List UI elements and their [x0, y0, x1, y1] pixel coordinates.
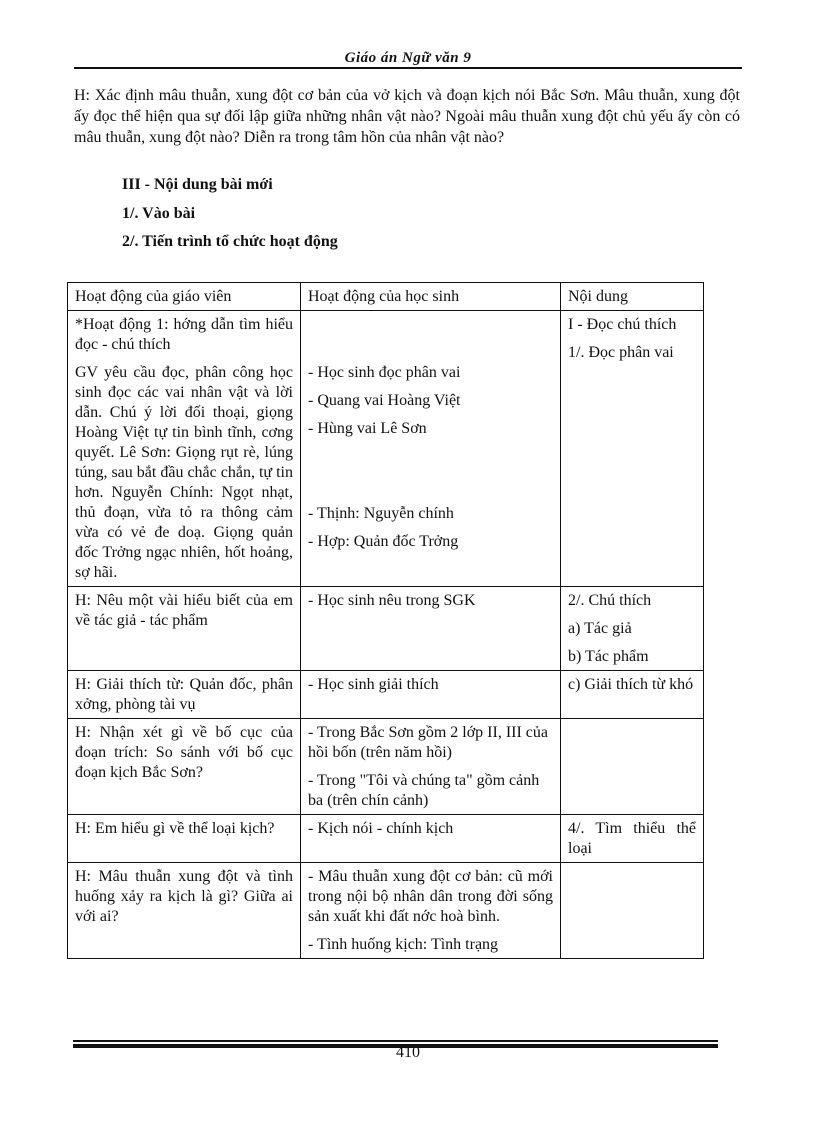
- student-line: - Quang vai Hoàng Việt: [308, 392, 461, 409]
- student-cell: - Học sinh giải thích: [301, 671, 561, 719]
- teacher-cell: H: Giải thích từ: Quản đốc, phân xởng, phòng tài vụ: [68, 671, 301, 719]
- student-cell: - Học sinh nêu trong SGK: [301, 587, 561, 671]
- subheading-intro: 1/. Vào bài: [122, 205, 196, 222]
- content-cell: 4/. Tìm thiểu thể loại: [561, 815, 704, 863]
- student-line: - Trong "Tôi và chúng ta" gồm cảnh ba (trên chín cảnh): [308, 772, 540, 809]
- activity-table: [67, 282, 704, 959]
- table-row: [68, 815, 704, 863]
- student-cell: [301, 311, 561, 587]
- student-cell: [301, 719, 561, 815]
- student-line: - Tình huống kịch: Tình trạng: [308, 936, 499, 953]
- student-line: - Hợp: Quản đốc Trởng: [308, 533, 459, 550]
- content-cell: [561, 719, 704, 815]
- student-cell: [301, 863, 561, 959]
- teacher-cell: [68, 311, 301, 587]
- table-row: [68, 671, 704, 719]
- table-row: [68, 719, 704, 815]
- student-line: - Hùng vai Lê Sơn: [308, 420, 427, 437]
- teacher-cell: H: Nhận xét gì về bố cục của đoạn trích: So sánh với bố cục đoạn kịch Bắc Sơn?: [68, 719, 301, 815]
- student-line: - Học sinh đọc phân vai: [308, 364, 461, 381]
- teacher-cell: H: Nêu một vài hiểu biết của em về tác giả - tác phẩm: [68, 587, 301, 671]
- page-header-title: Giáo án Ngữ văn 9: [344, 50, 472, 66]
- teacher-cell: H: Em hiểu gì về thể loại kịch?: [68, 815, 301, 863]
- col-header-student: Hoạt động của học sinh: [301, 283, 561, 311]
- subheading-process: 2/. Tiến trình tổ chức hoạt động: [122, 233, 338, 250]
- header-rule: [74, 67, 742, 69]
- content-cell: c) Giải thích từ khó: [561, 671, 704, 719]
- teacher-cell: H: Mâu thuẫn xung đột và tình huống xảy ra kịch là gì? Giữa ai với ai?: [68, 863, 301, 959]
- intro-question: H: Xác định mâu thuẫn, xung đột cơ bản của vở kịch và đoạn kịch nói Bắc Sơn. Mâu thuẫn, xung đột ấy đọc thể hiện qua sự đối lập giữa những nhân vật nào? Ngoài mâu thuẫn xung đột chủ yếu ấy còn có mâu thuẫn, xung đột nào? Diễn ra trong tâm hồn của nhân vật nào?: [74, 87, 740, 146]
- activity-1-title: *Hoạt động 1: hớng dẫn tìm hiểu đọc - chú thích: [75, 316, 293, 353]
- content-cell: [561, 863, 704, 959]
- student-line: - Mâu thuẫn xung đột cơ bản: cũ mới trong nội bộ nhân dân trong đời sống sản xuất khi đất nớc hoà bình.: [308, 868, 553, 925]
- page-number: 410: [396, 1044, 420, 1061]
- content-cell: [561, 311, 704, 587]
- content-item: 2/. Chú thích: [568, 592, 652, 609]
- table-header-row: [68, 283, 704, 311]
- table-row: [68, 863, 704, 959]
- table-row: [68, 587, 704, 671]
- student-line: - Thịnh: Nguyễn chính: [308, 505, 454, 522]
- content-item: a) Tác giả: [568, 620, 632, 637]
- student-line: - Trong Bắc Sơn gồm 2 lớp II, III của hồi bốn (trên năm hồi): [308, 724, 549, 761]
- col-header-teacher: Hoạt động của giáo viên: [68, 283, 301, 311]
- col-header-content: Nội dung: [561, 283, 704, 311]
- content-heading-reading: I - Đọc chú thích: [568, 316, 677, 333]
- table-row: [68, 311, 704, 587]
- teacher-instructions: GV yêu cầu đọc, phân công học sinh đọc các vai nhân vật và lời dẫn. Chú ý lời đối thoại, giọng Hoàng Việt tự tin bình tĩnh, cơng quyết. Lê Sơn: Giọng rụt rè, lúng túng, sau bắt đầu chắc chắn, tự tin hơn. Nguyễn Chính: Ngọt nhạt, thủ đoạn, vừa tỏ ra thông cảm vừa có vẻ đe doạ. Giọng quản đốc Trởng ngạc nhiên, hốt hoảng, sợ hãi.: [75, 364, 293, 581]
- section-heading: III - Nội dung bài mới: [122, 176, 273, 193]
- footer-rule: [73, 1040, 718, 1042]
- content-cell: [561, 587, 704, 671]
- content-item: b) Tác phẩm: [568, 648, 649, 665]
- content-item: 1/. Đọc phân vai: [568, 344, 674, 361]
- student-cell: - Kịch nói - chính kịch: [301, 815, 561, 863]
